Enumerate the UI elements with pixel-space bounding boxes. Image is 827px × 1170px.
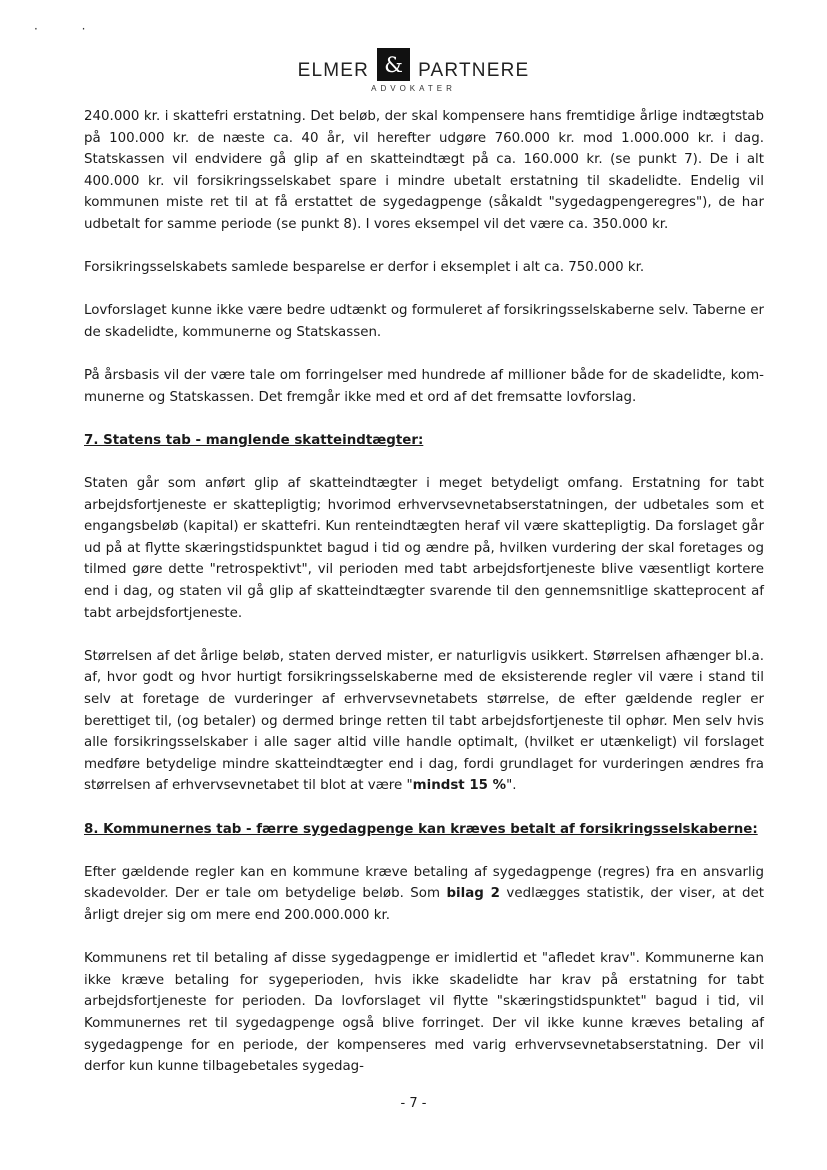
letterhead (0, 40, 827, 102)
section-heading-8: 8. Kommunernes tab - færre sygedagpenge kan kræves betalt af forsikringsselskaberne: (84, 821, 758, 837)
bold-emphasis: mindst 15 % (412, 778, 507, 794)
bold-emphasis: bilag 2 (446, 886, 500, 902)
firm-logo-icon: & (377, 48, 410, 81)
paragraph: Efter gældende regler kan en kommune kræve betaling af sygedagpenge (regres) fra en ansvarlig skadevolder. Der er tale om betydelige beløb. Som bilag 2 vedlægges statistik, der viser, at det årligt drejer sig om mere end 200.000.000 kr. (84, 864, 764, 923)
section-heading-7: 7. Statens tab - manglende skatteindtægter: (84, 432, 424, 448)
page-number: - 7 - (400, 1096, 427, 1111)
letterhead-subtitle: ADVOKATER (371, 84, 456, 93)
scan-artifact-dots: · · (34, 22, 106, 36)
paragraph: Kommunens ret til betaling af disse sygedagpenge er imidlertid et "afledet krav". Kommunerne kan ikke kræve betaling for sygeperioden, hvis ikke skadelidte har krav på erstatning for tabt arbejdsfortjeneste for perioden. Da lovforslaget vil flytte "skæringstidspunktet" bagud i tid, vil Kommunernes ret til sygedagpenge også blive forringet. Der vil ikke kunne kræves betaling af sygedagpenge for en periode, der kompenseres med varig erhvervsevnetabserstatning. Der vil derfor kun kunne tilbagebetales sygedag- (84, 951, 764, 1075)
letterhead-right-word: PARTNERE (418, 59, 530, 81)
document-body (84, 106, 764, 1078)
paragraph: Forsikringsselskabets samlede besparelse er derfor i eksemplet i alt ca. 750.000 kr. (84, 260, 645, 276)
paragraph: Størrelsen af det årlige beløb, staten derved mister, er naturligvis usikkert. Størrelsen afhænger bl.a. af, hvor godt og hvor hurtigt forsikringsselskaberne med de eksisterende regler vil være i stand til selv at foretage de vurderinger af erhvervsevnetabets størrelse, de efter gældende regler er berettiget til, (og betaler) og dermed bringe retten til tabt arbejdsfortjeneste til ophør. Men selv hvis alle forsikringsselskaber i alle sager altid ville handle optimalt, (hvilket er utænkeligt) vil forslaget medføre betydelige mindre skatteindtægter end i dag, fordi grundlaget for vurderingen ændres fra størrelsen af erhvervsevnetabet til blot at være "mindst 15 %". (84, 648, 764, 794)
paragraph: Staten går som anført glip af skatteindtægter i meget betydeligt omfang. Erstatning for tabt arbejdsfortjeneste er skattepligtig; hvorimod erhvervsevnetabserstatningen, der udbetales som et engangsbeløb (kapital) er skattefri. Kun renteindtægten heraf vil være skattepligtig. Da forslaget går ud på at flytte skæringstidspunktet bagud i tid og ændre på, hvilken vurdering der skal foretages og tilmed gøre dette "retrospektivt", vil perioden med tabt arbejdsfortjeneste blive væsentligt kortere end i dag, og staten vil gå glip af skatteindtægter svarende til den gennemsnitlige skatteprocent af tabt arbejdsfortjeneste. (84, 476, 764, 621)
paragraph: Lovforslaget kunne ikke være bedre udtænkt og formuleret af forsikringsselskaberne selv. Taberne er de skadelidte, kommunerne og Statskassen. (84, 303, 764, 340)
paragraph: På årsbasis vil der være tale om forringelser med hundrede af millioner både for de skadelidte, kommunerne og Statskassen. Det fremgår ikke med et ord af det fremsatte lovforslag. (84, 368, 764, 405)
paragraph: 240.000 kr. i skattefri erstatning. Det beløb, der skal kompensere hans fremtidige årlige indtægtstab på 100.000 kr. de næste ca. 40 år, vil herefter udgøre 760.000 kr. mod 1.000.000 kr. i dag. Statskassen vil endvidere gå glip af en skatteindtægt på ca. 160.000 kr. (se punkt 7). De i alt 400.000 kr. vil forsikringsselskabet spare i mindre ubetalt erstatning til skadelidte. Endelig vil kommunen miste ret til at få erstattet de sygedagpenge (såkaldt "sygedagpengeregres"), de har udbetalt for samme periode (se punkt 8). I vores eksempel vil det være ca. 350.000 kr. (84, 109, 764, 232)
letterhead-left-word: ELMER (297, 59, 370, 81)
